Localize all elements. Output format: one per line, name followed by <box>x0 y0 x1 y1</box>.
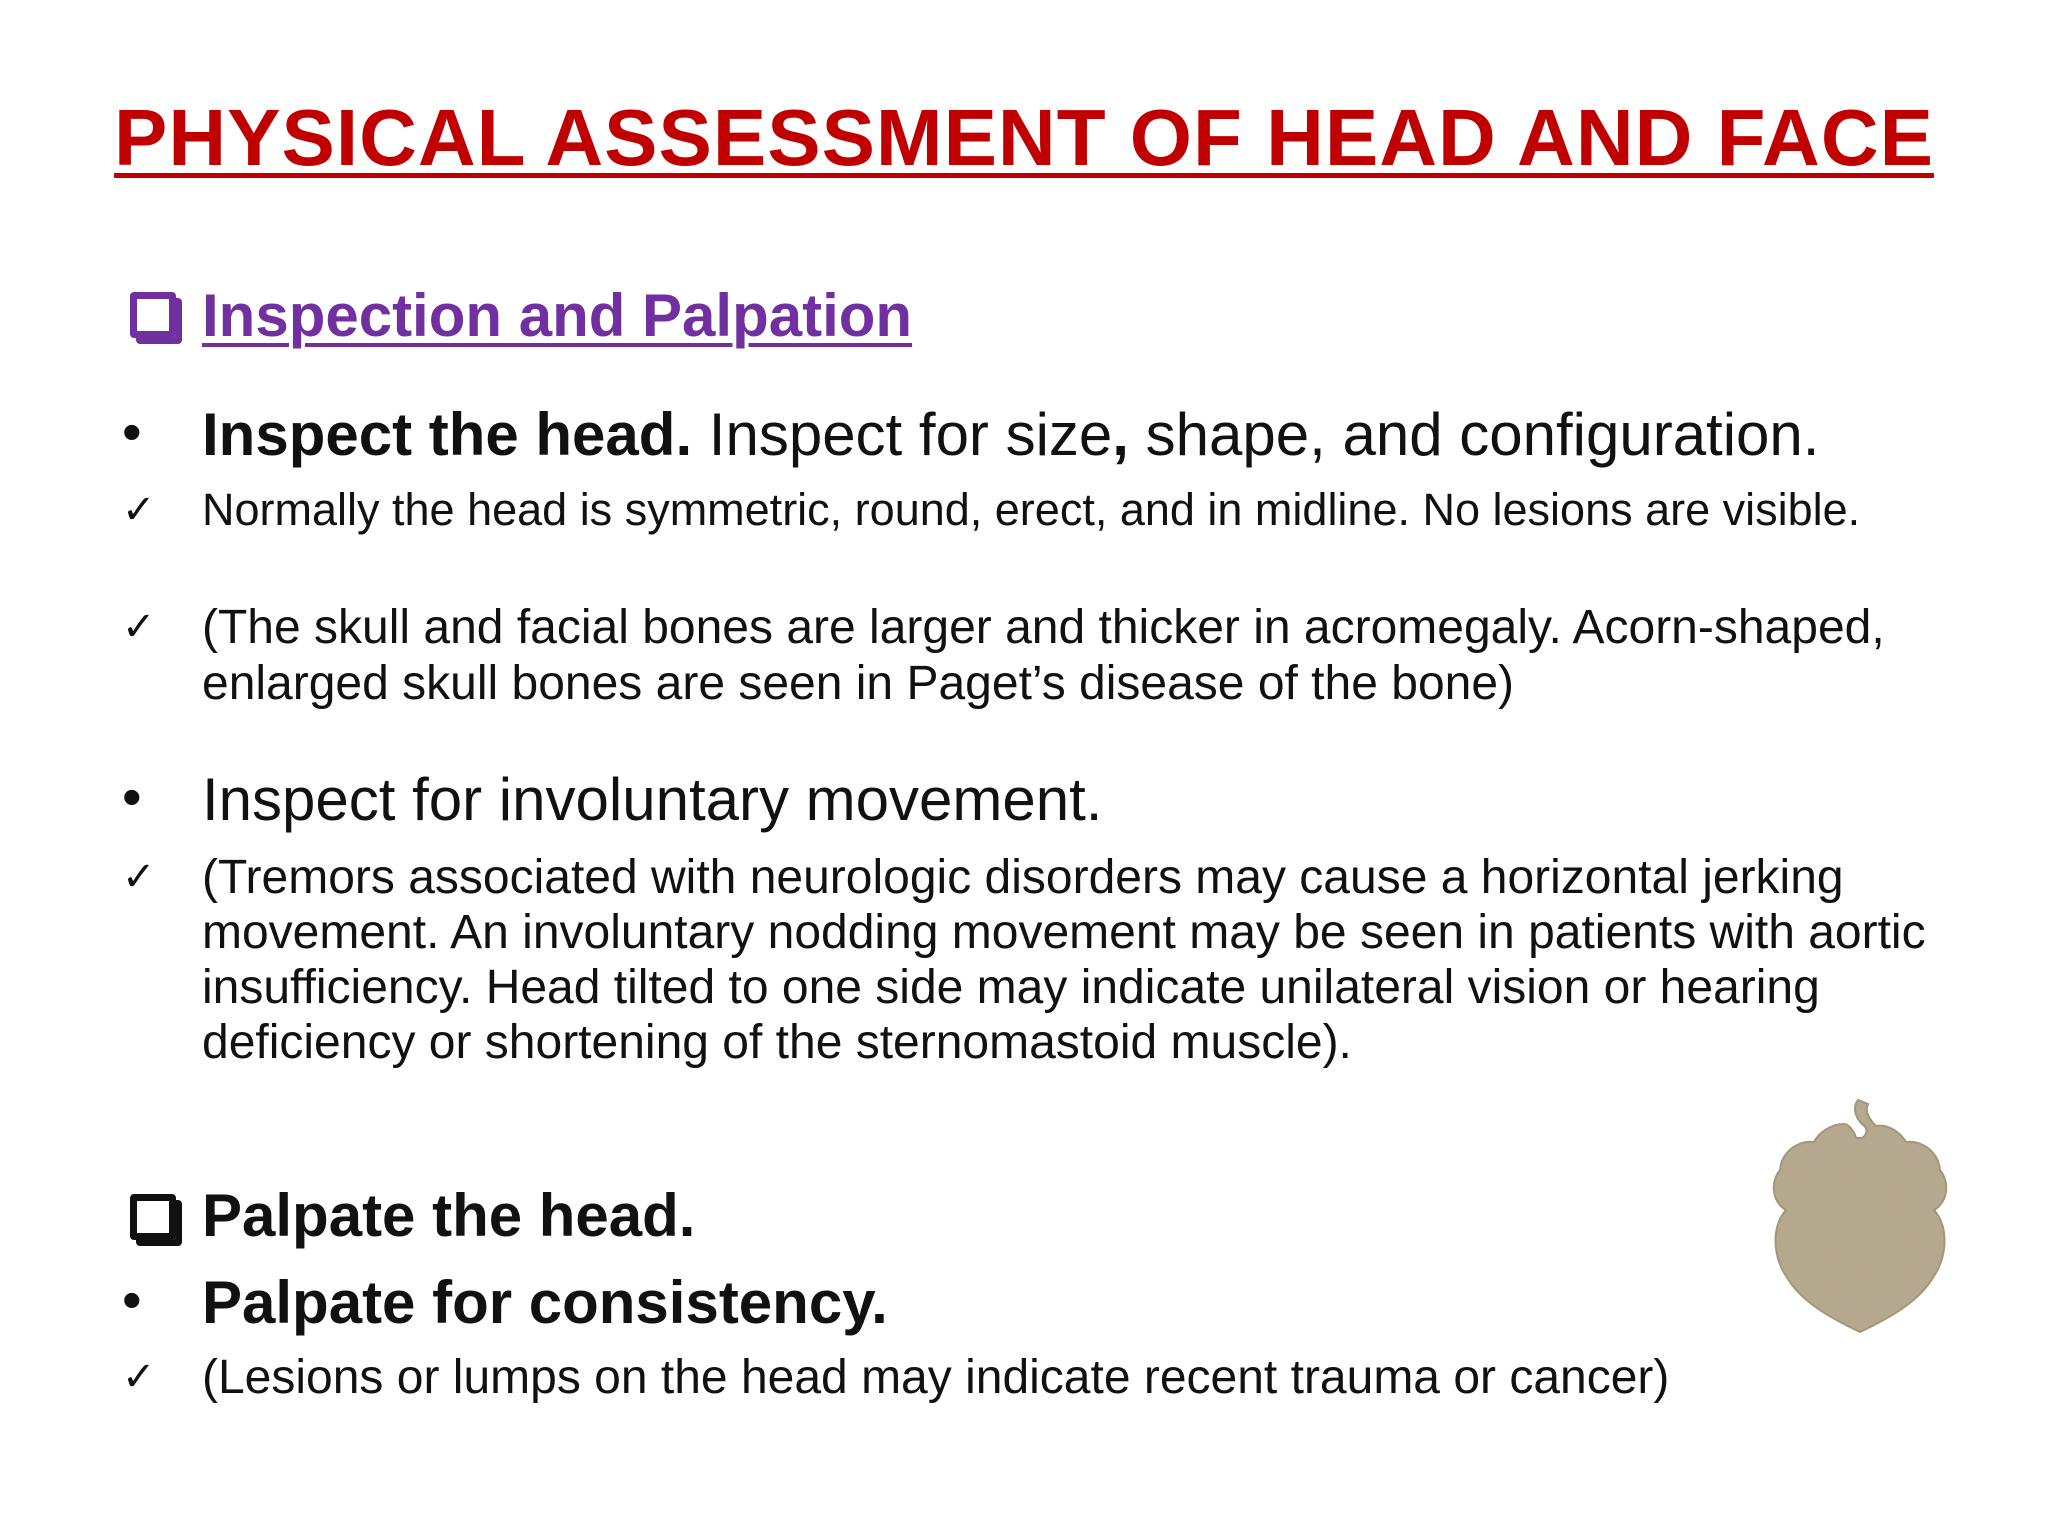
section-heading-palpate: Palpate the head. <box>202 1182 696 1249</box>
checkmark-icon: ✓ <box>122 487 156 533</box>
bullet-bold-lead: Inspect the head. <box>202 401 693 468</box>
bullet-icon: • <box>122 400 142 463</box>
bullet-text-part: Inspect for size <box>692 401 1113 468</box>
bullet-text <box>202 400 1942 470</box>
check-text: (The skull and facial bones are larger and thicker in acromegaly. Acorn-shaped, enlarged skull bones are seen in Paget’s disease of the bone) <box>202 601 1885 710</box>
checkmark-icon: ✓ <box>122 854 156 900</box>
section-heading-inspection: Inspection and Palpation <box>202 282 913 349</box>
checkmark-icon: ✓ <box>122 604 156 650</box>
bullet-text-part: shape, and configuration. <box>1128 401 1820 468</box>
check-text: Normally the head is symmetric, round, erect, and in midline. No lesions are visible. <box>202 484 1861 535</box>
check-text: (Lesions or lumps on the head may indicate recent trauma or cancer) <box>202 1351 1670 1404</box>
bullet-text: Inspect for involuntary movement. <box>202 766 1103 833</box>
bullet-icon: • <box>122 1268 142 1331</box>
acorn-shape <box>1760 1094 1960 1334</box>
acorn-illustration <box>1760 1094 1960 1334</box>
checkbox-icon <box>130 1194 176 1240</box>
checkbox-icon <box>130 292 176 338</box>
slide-title: PHYSICAL ASSESSMENT OF HEAD AND FACE <box>114 93 1934 182</box>
check-text: (Tremors associated with neurologic disorders may cause a horizontal jerking movement. An involuntary nodding movement may be seen in patients with aortic insufficiency. Head tilted to one side may indicate unilateral vision or hearing deficiency or shortening of the sternomastoid muscle). <box>202 851 1926 1069</box>
bullet-text: Palpate for consistency. <box>202 1269 888 1336</box>
bullet-bold-comma: , <box>1112 401 1129 468</box>
checkmark-icon: ✓ <box>122 1354 156 1400</box>
bullet-icon: • <box>122 765 142 828</box>
